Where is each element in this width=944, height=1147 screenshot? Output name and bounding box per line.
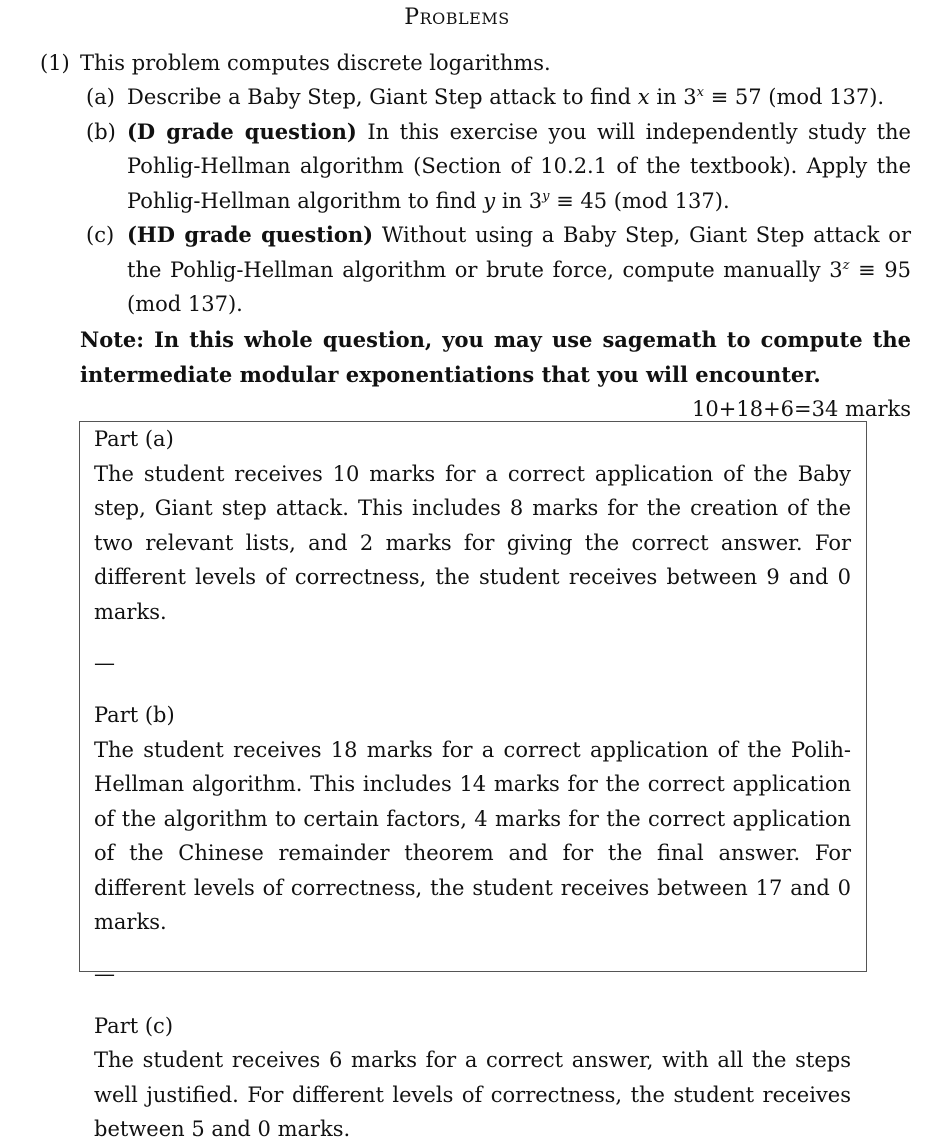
part-a <box>86 80 911 115</box>
rubric-part-c-body: The student receives 6 marks for a correct answer, with all the steps well justified. For different levels of correctness, the student receives between 5 and 0 marks. <box>94 1048 851 1141</box>
rubric-part-b-heading: Part (b) <box>94 703 175 727</box>
note: Note: In this whole question, you may use sagemath to compute the intermediate modular exponentiations that you will encounter. <box>80 327 911 387</box>
part-a-text-before: Describe a Baby Step, Giant Step attack to find <box>127 85 638 109</box>
title-rest: ROBLEMS <box>419 9 510 28</box>
part-b-var: y <box>483 188 496 213</box>
part-b-text-after: ≡ 45 (mod 137). <box>549 188 730 213</box>
marks-total: 10+18+6=34 marks <box>692 397 911 421</box>
rubric-separator: — <box>94 651 115 675</box>
part-b-text-before: In this exercise you will independently study the Pohlig-Hellman algorithm (Section of 10.2.1 of the textbook). Apply the Pohlig-Hellman algorithm to find <box>127 119 911 213</box>
part-a-text-mid: in 3 <box>649 85 697 109</box>
part-a-exp: x <box>696 85 704 100</box>
part-c-exp: z <box>842 257 850 273</box>
part-b-label: (b) <box>86 119 116 144</box>
part-c-label: (c) <box>86 223 115 247</box>
part-a-text-after: ≡ 57 (mod 137). <box>703 85 885 109</box>
rubric-part-c-heading: Part (c) <box>94 1013 174 1038</box>
part-b-grade: (D grade question) <box>127 118 357 144</box>
rubric-part-a-heading: Part (a) <box>94 427 174 451</box>
question-intro: This problem computes discrete logarithms. <box>80 51 551 75</box>
part-a-var: x <box>637 85 650 109</box>
part-b-exp: y <box>542 188 550 204</box>
part-c-text-before: Without using a Baby Step, Giant Step attack or the Pohlig-Hellman algorithm or brute force, compute manually 3 <box>127 223 911 282</box>
part-b <box>86 115 911 219</box>
marking-rubric-box <box>79 421 867 1141</box>
rubric-part-a-body: The student receives 10 marks for a correct application of the Baby step, Giant step attack. This includes 8 marks for the creation of the two relevant lists, and 2 marks for giving the correct answer. For different levels of correctness, the student receives between 9 and 0 marks. <box>94 461 851 624</box>
question-parts <box>86 80 911 322</box>
part-a-label: (a) <box>86 85 115 109</box>
part-b-text-mid: in 3 <box>495 188 543 213</box>
rubric-separator: — <box>94 961 115 986</box>
part-c-text-after: ≡ 95 (mod 137). <box>127 257 912 316</box>
title-initial: P <box>404 5 420 30</box>
question-1-intro <box>40 46 551 81</box>
part-c-grade: (HD grade question) <box>127 222 374 247</box>
rubric-part-b-body: The student receives 18 marks for a correct application of the Polih-Hellman algorithm. This includes 14 marks for the correct application of the algorithm to certain factors, 4 marks for the correct application of the Chinese remainder theorem and for the final answer. For different levels of correctness, the student receives between 17 and 0 marks. <box>94 737 851 934</box>
question-number: (1) <box>40 51 70 75</box>
page-title <box>0 0 914 37</box>
part-c <box>86 218 911 322</box>
